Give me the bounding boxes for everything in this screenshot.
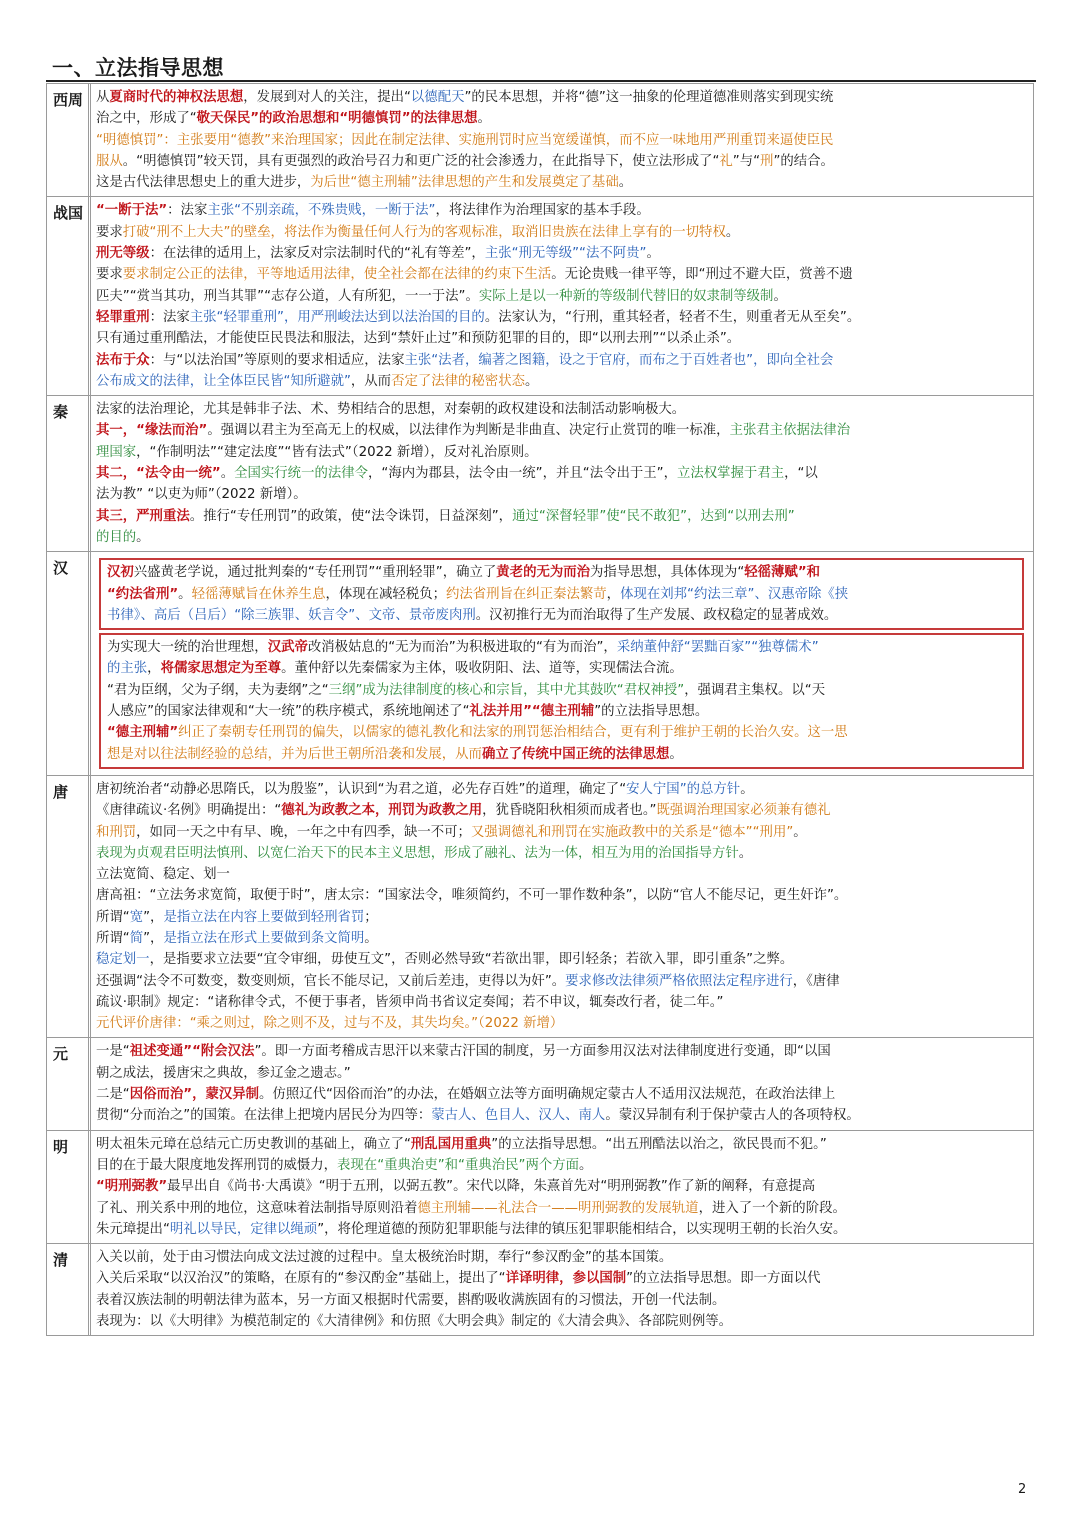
era-row bbox=[46, 83, 1034, 197]
text-line bbox=[96, 243, 1027, 264]
text-segment: 元代评价唐律：“乘之则过，除之则不及，过与不及，其失均矣。”（2022 新增） bbox=[96, 1016, 564, 1032]
text-segment: 书律》、高后（吕后）“除三族罪、妖言令”、文帝、景帝废肉刑 bbox=[107, 607, 476, 623]
text-segment: ，《唐律 bbox=[792, 973, 840, 989]
text-segment: ”的立法指导思想。 bbox=[594, 704, 709, 720]
text-segment: 主张“不别亲疏，不殊贵贱，一断于法” bbox=[207, 203, 436, 219]
text-segment: 。 bbox=[725, 224, 740, 240]
text-line bbox=[96, 130, 1027, 151]
text-segment: 刑 bbox=[760, 153, 774, 169]
text-segment: ：在法律的适用上，法家反对宗法制时代的“礼有等差”， bbox=[149, 246, 485, 262]
content-block bbox=[96, 1247, 1027, 1332]
text-segment: 德礼为政教之本，刑罚为政教之用 bbox=[281, 803, 483, 819]
text-line bbox=[96, 1105, 1027, 1126]
text-segment: 。蒙汉异制有利于保护蒙古人的各项特权。 bbox=[605, 1108, 860, 1124]
text-segment: 祖述变通”“附会汉法 bbox=[129, 1044, 255, 1060]
text-segment: 主张“法者，编著之图籍，设之于官府，而布之于百姓者也”，即向全社会 bbox=[404, 352, 834, 368]
text-line bbox=[107, 658, 1016, 679]
text-segment: 确立了传统中国正统的法律思想 bbox=[481, 746, 670, 762]
text-segment: 主张君主依据法律治 bbox=[729, 423, 851, 439]
text-segment: 二是“ bbox=[96, 1087, 130, 1103]
text-segment: 还强调“法令不可数变，数变则烦，官长不能尽记，又前后差违，吏得以为奸”。 bbox=[96, 973, 566, 989]
text-segment: 。 bbox=[477, 111, 491, 127]
text-segment: 黄老的无为而治 bbox=[496, 565, 591, 581]
era-label: 清 bbox=[47, 1244, 91, 1335]
text-line bbox=[96, 442, 1027, 463]
text-segment: ，进入了一个新的阶段。 bbox=[698, 1200, 846, 1216]
content-block bbox=[96, 1134, 1027, 1240]
text-segment: 要求 bbox=[96, 224, 123, 240]
text-segment: 。 bbox=[738, 845, 753, 861]
content-block bbox=[96, 779, 1027, 1035]
text-segment: 法布于众 bbox=[96, 352, 150, 368]
text-segment: 安人宁国”的总方针 bbox=[626, 781, 741, 797]
era-content bbox=[91, 197, 1033, 395]
text-segment: ，“作制明法”“建定法度”“皆有法式”（2022 新增），反对礼治原则。 bbox=[136, 444, 538, 460]
era-row bbox=[46, 552, 1034, 776]
text-line bbox=[96, 527, 1027, 548]
text-segment: 。 bbox=[364, 930, 378, 946]
highlight-box bbox=[99, 558, 1024, 630]
text-segment: 。 bbox=[524, 373, 539, 389]
text-segment: 否定了法律的秘密状态 bbox=[391, 373, 525, 389]
text-line bbox=[96, 1290, 1027, 1311]
era-row bbox=[46, 776, 1034, 1039]
text-segment: 表着汉族法制的明朝法律为蓝本，另一方面又根据时代需要，斟酌吸收满族固有的习惯法，开创一代法制。 bbox=[96, 1292, 726, 1308]
text-segment: ，犹昏晓阳秋相须而成者也。” bbox=[482, 803, 657, 819]
text-segment: 约法省刑旨在纠正秦法繁苛 bbox=[445, 586, 607, 602]
text-segment: 将儒家思想定为至尊 bbox=[160, 661, 282, 677]
text-segment: 是指立法在内容上要做到轻刑省罚 bbox=[163, 909, 365, 925]
text-line bbox=[107, 680, 1016, 701]
text-segment: 既强调治理国家必须兼有德礼 bbox=[656, 803, 831, 819]
text-segment: ，是指要求立法要“宜令审细，毋使互文”，否则必然导致“若欲出罪，即引轻条；若欲入罪，即引重条”之弊。 bbox=[149, 952, 794, 968]
text-segment: 礼 bbox=[719, 153, 733, 169]
text-segment: 表现在“重典治吏”和“重典治民”两个方面 bbox=[337, 1157, 580, 1173]
text-segment: ”， bbox=[143, 930, 164, 946]
content-block bbox=[96, 87, 1027, 193]
text-line bbox=[96, 949, 1027, 970]
text-line bbox=[96, 1219, 1027, 1240]
text-segment: ”与“ bbox=[732, 153, 761, 169]
text-segment: 朱元璋提出“ bbox=[96, 1221, 170, 1237]
text-segment: ，从而 bbox=[350, 373, 392, 389]
text-segment: 表现为：以《大明律》为模范制定的《大清律例》和仿照《大明会典》制定的《大清会典》、各部院则例等。 bbox=[96, 1314, 733, 1330]
text-line bbox=[96, 108, 1027, 129]
text-segment: 以德配天 bbox=[410, 90, 465, 105]
content-block bbox=[96, 1041, 1027, 1126]
text-line bbox=[96, 264, 1027, 285]
era-label: 汉 bbox=[47, 552, 91, 775]
text-segment: ：与“以法治国”等原则的要求相适应，法家 bbox=[149, 352, 405, 368]
text-segment: 。仿照辽代“因俗而治”的办法，在婚姻立法等方面明确规定蒙古人不适用汉法规范，在政治法律上 bbox=[259, 1087, 836, 1103]
text-segment: “约法省刑” bbox=[107, 586, 179, 602]
era-label: 元 bbox=[47, 1038, 91, 1129]
text-segment: 又强调德礼和刑罚在实施政教中的关系是“德本”“刑用” bbox=[470, 824, 794, 840]
text-segment: ”，将伦理道德的预防犯罪职能与法律的镇压犯罪职能相结合，以实现明王朝的长治久安。 bbox=[317, 1221, 847, 1237]
era-row bbox=[46, 396, 1034, 552]
text-line bbox=[96, 151, 1027, 172]
content-block bbox=[96, 399, 1027, 548]
text-line bbox=[96, 420, 1027, 441]
era-content bbox=[91, 396, 1033, 551]
text-line bbox=[96, 1063, 1027, 1084]
text-segment: ”。即一方面考稽成吉思汗以来蒙古汗国的制度，另一方面参用汉法对法律制度进行变通，即“以国 bbox=[254, 1044, 831, 1060]
text-segment: 。法家认为，“行刑，重其轻者，轻者不生，则重者无从至矣”。 bbox=[484, 309, 861, 325]
text-segment: 只有通过重刑酷法，才能使臣民畏法和服法，达到“禁奸止过”和预防犯罪的目的，即“以刑去刑”“以杀止杀”。 bbox=[96, 331, 741, 347]
text-segment: 要求制定公正的法律，平等地适用法律，使全社会都在法律的约束下生活 bbox=[122, 267, 552, 283]
text-line bbox=[96, 864, 1027, 885]
text-segment: 公布成文的法律，让全体臣民皆“知所避就” bbox=[96, 373, 351, 389]
text-segment: ：法家 bbox=[149, 309, 190, 325]
text-segment: 立法权掌握于君主 bbox=[676, 466, 785, 482]
text-segment: 蒙古人、色目人、汉人、南人 bbox=[431, 1108, 606, 1124]
text-line bbox=[96, 350, 1027, 371]
text-segment: 。 bbox=[773, 288, 787, 304]
text-segment: 是指立法在形式上要做到条文简明 bbox=[163, 930, 365, 946]
text-segment: 为后世“德主刑辅”法律思想的产生和发展奠定了基础 bbox=[310, 175, 619, 191]
text-line bbox=[107, 584, 1016, 605]
text-segment: 稳定划一 bbox=[96, 952, 150, 968]
text-segment: 打破“刑不上大夫”的壁垒，将法作为衡量任何人行为的客观标准，取消旧贵族在法律上享有的一切特权 bbox=[122, 224, 726, 240]
text-line bbox=[96, 307, 1027, 328]
text-segment: 了礼、刑关系中刑的地位，这意味着法制指导原则沿着 bbox=[96, 1200, 418, 1216]
text-segment: ， bbox=[606, 586, 621, 602]
highlight-box bbox=[99, 633, 1024, 769]
text-segment: 朝之成法，援唐宋之典故，参辽金之遗志。” bbox=[96, 1065, 351, 1081]
text-segment: ，“以 bbox=[784, 466, 818, 482]
text-segment: ”的结合。 bbox=[773, 153, 834, 169]
text-segment: 。 bbox=[579, 1157, 593, 1173]
text-segment: 立法宽简、稳定、划一 bbox=[96, 867, 230, 883]
text-segment: 要求 bbox=[96, 267, 123, 283]
text-segment: 。强调以君主为至高无上的权威，以法律作为判断是非曲直、决定行止赏罚的唯一标准， bbox=[207, 423, 730, 439]
text-line bbox=[96, 328, 1027, 349]
text-line bbox=[96, 822, 1027, 843]
text-line bbox=[96, 907, 1027, 928]
text-segment: “一断于法” bbox=[96, 203, 168, 219]
text-segment: ，将法律作为治理国家的基本手段。 bbox=[435, 203, 650, 219]
text-segment: ”的民本思想，并将“德”这一抽象的伦理道德准则落实到现实统 bbox=[464, 90, 834, 105]
text-segment: 轻徭薄赋”和 bbox=[744, 565, 821, 581]
text-segment: 详译明律，参以国制 bbox=[505, 1271, 627, 1287]
text-segment: 实际上是以一种新的等级制代替旧的奴隶制等级制 bbox=[478, 288, 774, 304]
text-segment: 。 bbox=[793, 824, 807, 840]
text-segment: ”， bbox=[143, 909, 164, 925]
text-line bbox=[96, 1134, 1027, 1155]
text-segment: 。 bbox=[618, 175, 633, 191]
text-segment: 。汉初推行无为而治取得了生产发展、政权稳定的显著成效。 bbox=[475, 607, 838, 623]
text-segment: 采纳董仲舒“罢黜百家”“独尊儒术” bbox=[616, 640, 819, 656]
text-segment: 唐初统治者“动静必思隋氏，以为殷鉴”，认识到“为君之道，必先存百姓”的道理，确定了“ bbox=[96, 781, 627, 797]
text-line bbox=[107, 744, 1016, 765]
text-line bbox=[96, 399, 1027, 420]
era-row bbox=[46, 1038, 1034, 1130]
text-segment: 表现为贞观君臣明法慎刑、以宽仁治天下的民本主义思想，形成了融礼、法为一体，相互为用的治国指导方针 bbox=[96, 845, 739, 861]
text-segment: 汉武帝 bbox=[267, 640, 308, 656]
era-label: 明 bbox=[47, 1131, 91, 1243]
text-line bbox=[96, 1176, 1027, 1197]
text-segment: 入关后采取“以汉治汉”的策略，在原有的“参汉酌金”基础上，提出了“ bbox=[96, 1271, 506, 1287]
text-segment: 。“明德慎罚”较天罚，具有更强烈的政治号召力和更广泛的社会渗透力，在此指导下，使立法形成了“ bbox=[122, 153, 720, 169]
text-segment: 和刑罚 bbox=[96, 824, 137, 840]
text-segment: 。 bbox=[646, 246, 660, 262]
text-segment: 唐高祖：“立法务求宽简，取便于时”，唐太宗：“国家法令，唯须简约，不可一罪作数种条”，以防“官人不能尽记，更生奸诈”。 bbox=[96, 888, 848, 904]
era-row bbox=[46, 197, 1034, 396]
text-line bbox=[96, 1084, 1027, 1105]
text-segment: 法为教” “以吏为师”（2022 新增）。 bbox=[96, 487, 307, 503]
text-line bbox=[96, 222, 1027, 243]
text-segment: “明刑弼教” bbox=[96, 1179, 168, 1195]
text-segment: 敬天保民”的政治思想和“明德慎罚”的法律思想 bbox=[196, 111, 478, 127]
text-segment: “明德慎罚”：主张要用“德教”来治理国家；因此在制定法律、实施刑罚时应当宽缓谨慎，而不应一味地用严刑重罚来逼使臣民 bbox=[96, 132, 834, 148]
text-line bbox=[96, 843, 1027, 864]
text-line bbox=[96, 779, 1027, 800]
text-segment: 服从 bbox=[96, 153, 123, 169]
text-segment: 明礼以导民，定律以绳顽 bbox=[169, 1221, 318, 1237]
text-line bbox=[96, 1268, 1027, 1289]
text-line bbox=[96, 1311, 1027, 1332]
text-line bbox=[96, 1013, 1027, 1034]
text-segment: 。董仲舒以先秦儒家为主体，吸收阴阳、法、道等，实现儒法合流。 bbox=[281, 661, 683, 677]
text-line bbox=[107, 637, 1016, 658]
text-line bbox=[107, 701, 1016, 722]
text-segment: 。 bbox=[740, 781, 754, 797]
era-content bbox=[91, 1131, 1033, 1243]
text-segment: 匹夫”“赏当其功，刑当其罪”“志存公道，人有所犯，一一于法”。 bbox=[96, 288, 479, 304]
text-segment: 纠正了秦朝专任刑罚的偏失，以儒家的德礼教化和法家的刑罚惩治相结合，更有利于维护王朝的长治久安。这一思 bbox=[178, 725, 848, 741]
text-segment: 。 bbox=[220, 466, 235, 482]
text-line bbox=[96, 286, 1027, 307]
text-segment: 。 bbox=[136, 529, 150, 545]
text-segment: 其二，“法令由一统” bbox=[96, 466, 221, 482]
text-segment: 主张“刑无等级”“法不阿贵” bbox=[484, 246, 647, 262]
text-segment: 全国实行统一的法律令 bbox=[234, 466, 369, 482]
text-segment: 三纲”成为法律制度的核心和宗旨，其中尤其鼓吹“君权神授” bbox=[328, 682, 685, 698]
text-segment: ， bbox=[147, 661, 161, 677]
text-segment: 简 bbox=[129, 930, 144, 946]
text-segment: 。 bbox=[669, 746, 683, 762]
text-segment: 的目的 bbox=[96, 529, 137, 545]
text-segment: 改消极姑息的“无为而治”为积极进取的“有为而治”， bbox=[307, 640, 617, 656]
text-segment: ：法家 bbox=[167, 203, 208, 219]
text-segment: ”的立法指导思想。即一方面以代 bbox=[626, 1271, 821, 1287]
era-content bbox=[91, 84, 1033, 196]
text-segment: 。无论贵贱一律平等，即“刑过不避大臣，赏善不遗 bbox=[551, 267, 853, 283]
text-segment: 礼法并用”“德主刑辅 bbox=[469, 704, 595, 720]
text-segment: 贯彻“分而治之”的国策。在法律上把境内居民分为四等： bbox=[96, 1108, 432, 1124]
text-line bbox=[96, 484, 1027, 505]
text-line bbox=[96, 885, 1027, 906]
text-line bbox=[96, 463, 1027, 484]
page-number: 2 bbox=[1018, 1482, 1027, 1497]
text-segment: 所谓“ bbox=[96, 909, 130, 925]
text-segment: 体现在刘邦“约法三章”、汉惠帝除《挟 bbox=[620, 586, 849, 602]
text-line bbox=[96, 971, 1027, 992]
text-line bbox=[107, 605, 1016, 626]
text-segment: 因俗而治”，蒙汉异制 bbox=[129, 1087, 260, 1103]
text-segment: ； bbox=[364, 909, 378, 925]
text-segment: 要求修改法律须严格依照法定程序进行 bbox=[565, 973, 793, 989]
text-line bbox=[96, 506, 1027, 527]
text-segment: 轻徭薄赋旨在休养生息 bbox=[191, 586, 326, 602]
text-segment: 这是古代法律思想史上的重大进步， bbox=[96, 175, 311, 191]
era-content bbox=[91, 1244, 1033, 1335]
text-segment: 为指导思想，具体体现为“ bbox=[590, 565, 745, 581]
text-segment: 入关以前，处于由习惯法向成文法过渡的过程中。皇太极统治时期，奉行“参汉酌金”的基本国策。 bbox=[96, 1250, 673, 1266]
text-segment: 想是对以往法制经验的总结，并为后世王朝所沿袭和发展，从而 bbox=[107, 746, 482, 762]
era-content bbox=[91, 552, 1033, 775]
text-segment: 其三，严刑重法 bbox=[96, 508, 190, 524]
era-label: 西周 bbox=[47, 84, 91, 196]
text-segment: 目的在于最大限度地发挥刑罚的威慑力， bbox=[96, 1157, 338, 1173]
era-content bbox=[91, 1038, 1033, 1129]
text-line bbox=[96, 200, 1027, 221]
title-underline bbox=[46, 80, 1036, 82]
text-segment: 通过“深督轻罪”使“民不敢犯”，达到“以刑去刑” bbox=[512, 508, 795, 524]
text-line bbox=[96, 1198, 1027, 1219]
text-line bbox=[96, 371, 1027, 392]
text-segment: 法家的法治理论，尤其是韩非子法、术、势相结合的思想，对秦朝的政权建设和法制活动影响极大。 bbox=[96, 402, 686, 418]
era-content bbox=[91, 776, 1033, 1038]
text-segment: ，体现在减轻税负； bbox=[325, 586, 446, 602]
text-segment: 从 bbox=[96, 90, 110, 105]
text-line bbox=[96, 87, 1027, 108]
legislation-table bbox=[46, 83, 1034, 1336]
text-segment: 理国家 bbox=[96, 444, 137, 460]
text-segment: 其一，“缘法而治” bbox=[96, 423, 208, 439]
text-segment: 疏议·职制》规定：“诸称律令式，不便于事者，皆须申尚书省议定奏闻；若不申议，辄奏改行者，徒二年。” bbox=[96, 994, 724, 1010]
text-segment: 。 bbox=[178, 586, 192, 602]
text-segment: “君为臣纲，父为子纲，夫为妻纲”之“ bbox=[107, 682, 329, 698]
text-segment: 明太祖朱元璋在总结元亡历史教训的基础上，确立了“ bbox=[96, 1136, 411, 1152]
text-segment: 治之中，形成了“ bbox=[96, 111, 197, 127]
text-segment: 刑乱国用重典 bbox=[410, 1136, 492, 1152]
text-segment: 刑无等级 bbox=[96, 246, 150, 262]
text-segment: 德主刑辅——礼法合一——明刑弼教的发展轨道 bbox=[417, 1200, 699, 1216]
text-segment: 轻罪重刑 bbox=[96, 309, 150, 325]
content-block bbox=[96, 200, 1027, 392]
text-line bbox=[107, 562, 1016, 583]
text-line bbox=[96, 1041, 1027, 1062]
era-row bbox=[46, 1244, 1034, 1336]
text-segment: ，发展到对人的关注，提出“ bbox=[243, 90, 411, 105]
text-segment: ，如同一天之中有早、晚，一年之中有四季，缺一不可； bbox=[136, 824, 471, 840]
text-segment: 宽 bbox=[129, 909, 144, 925]
text-segment: 主张“轻罪重刑”，用严刑峻法达到以法治国的目的 bbox=[189, 309, 485, 325]
page-title: 一、立法指导思想 bbox=[52, 56, 224, 80]
era-label: 唐 bbox=[47, 776, 91, 1038]
text-line bbox=[107, 722, 1016, 743]
era-label: 秦 bbox=[47, 396, 91, 551]
text-segment: 《唐律疏议·名例》明确提出：“ bbox=[96, 803, 282, 819]
text-segment: ，强调君主集权。以“天 bbox=[684, 682, 826, 698]
era-row bbox=[46, 1131, 1034, 1244]
text-segment: 的主张 bbox=[107, 661, 148, 677]
text-segment: 汉初 bbox=[107, 565, 134, 581]
text-segment: ”的立法指导思想。“出五刑酷法以治之，欲民畏而不犯。” bbox=[491, 1136, 827, 1152]
text-line bbox=[96, 992, 1027, 1013]
text-segment: 夏商时代的神权法思想 bbox=[109, 90, 244, 105]
text-segment: 为实现大一统的治世理想， bbox=[107, 640, 268, 656]
text-segment: ，“海内为郡县，法令由一统”，并且“法令出于王”， bbox=[368, 466, 677, 482]
text-segment: 一是“ bbox=[96, 1044, 130, 1060]
text-line bbox=[96, 172, 1027, 193]
era-label: 战国 bbox=[47, 197, 91, 395]
text-line bbox=[96, 1247, 1027, 1268]
text-segment: “德主刑辅” bbox=[107, 725, 179, 741]
text-line bbox=[96, 928, 1027, 949]
text-segment: 人感应”的国家法律观和“大一统”的秩序模式，系统地阐述了“ bbox=[107, 704, 470, 720]
text-segment: 兴盛黄老学说，通过批判秦的“专任刑罚”“重刑轻罪”，确立了 bbox=[133, 565, 497, 581]
text-line bbox=[96, 1155, 1027, 1176]
text-segment: 最早出自《尚书·大禹谟》“明于五刑，以弼五教”。宋代以降，朱熹首先对“明刑弼教”作了新的阐释，有意提高 bbox=[167, 1179, 816, 1195]
text-segment: 。推行“专任刑罚”的政策，使“法令诛罚，日益深刻”， bbox=[189, 508, 513, 524]
text-line bbox=[96, 800, 1027, 821]
text-segment: 所谓“ bbox=[96, 930, 130, 946]
